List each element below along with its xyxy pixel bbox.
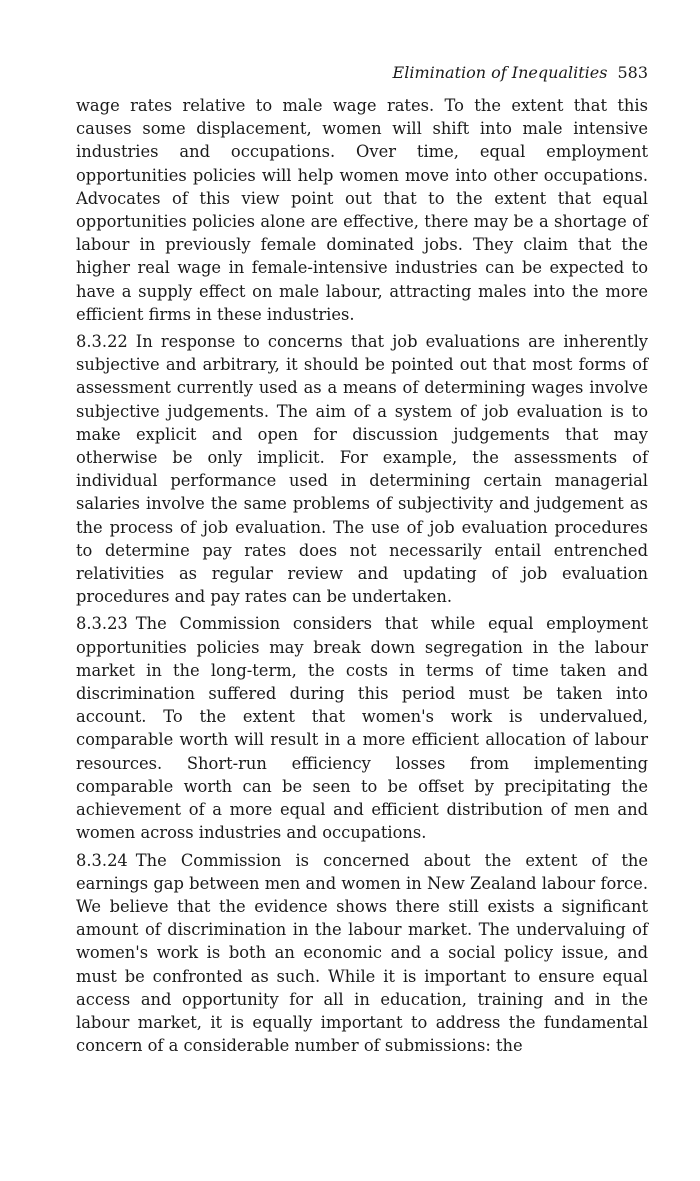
running-title: Elimination of Inequalities xyxy=(392,63,608,82)
paragraph-number: 8.3.24 xyxy=(76,850,128,870)
paragraph-number: 8.3.23 xyxy=(76,614,128,634)
document-page xyxy=(76,62,648,1061)
paragraph-8-3-23 xyxy=(76,612,648,844)
paragraph-number: 8.3.22 xyxy=(76,332,128,352)
paragraph-text: wage rates relative to male wage rates. To the extent that this causes some displacement, women will shift into male intensive industries and occupations. Over time, equal employment opportunities policies will help women move into other occupations. Advocates of this view point out that to the extent that equal opportunities policies alone are effective, there may be a shortage of labour in previously female dominated jobs. They claim that the higher real wage in female-intensive industries can be expected to have a supply effect on male labour, attracting males into the more efficient firms in these industries. xyxy=(76,96,648,324)
page-number: 583 xyxy=(617,63,648,82)
paragraph-continued xyxy=(76,94,648,326)
paragraph-text: The Commission is concerned about the extent of the earnings gap between men and women in New Zealand labour force. We believe that the evidence shows there still exists a significant amount of discrimination in the labour market. The undervaluing of women's work is both an economic and a social policy issue, and must be confronted as such. While it is important to ensure equal access and opportunity for all in education, training and in the labour market, it is equally important to address the fundamental concern of a considerable number of submissions: the xyxy=(76,850,648,1056)
paragraph-text: In response to concerns that job evaluations are inherently subjective and arbitrary, it should be pointed out that most forms of assessment currently used as a means of determining wages involve subjective judgements. The aim of a system of job evaluation is to make explicit and open for discussion judgements that may otherwise be only implicit. For example, the assessments of individual performance used in determining certain managerial salaries involve the same problems of subjectivity and judgement as the process of job evaluation. The use of job evaluation procedures to determine pay rates does not necessarily entail entrenched relativities as regular review and updating of job evaluation procedures and pay rates can be undertaken. xyxy=(76,332,648,607)
paragraph-8-3-24 xyxy=(76,849,648,1058)
paragraph-text: The Commission considers that while equal employment opportunities policies may break down segregation in the labour market in the long-term, the costs in terms of time taken and discrimination suffered during this period must be taken into account. To the extent that women's work is undervalued, comparable worth will result in a more efficient allocation of labour resources. Short-run efficiency losses from implementing comparable worth can be seen to be offset by precipitating the achievement of a more equal and efficient distribution of men and women across industries and occupations. xyxy=(76,614,648,843)
paragraph-8-3-22 xyxy=(76,330,648,608)
running-head xyxy=(76,62,648,84)
